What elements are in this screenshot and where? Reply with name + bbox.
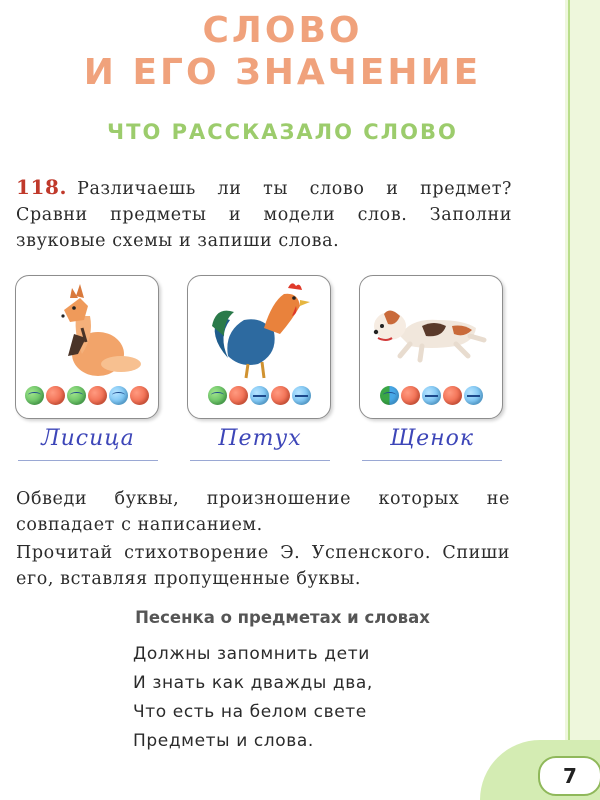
answer-line-puppy[interactable] [362, 424, 502, 461]
sound-dot-consonant[interactable] [109, 386, 128, 405]
poem-line: Предметы и слова. [133, 731, 314, 751]
answer-word-fox: Лисица [41, 426, 135, 451]
sound-dot-soft-consonant[interactable] [208, 386, 227, 405]
fox-illustration [16, 276, 158, 386]
poem-line: Должны запомнить дети [133, 644, 370, 664]
poem-line: Что есть на белом свете [133, 702, 367, 722]
sound-dot-vowel[interactable] [443, 386, 462, 405]
sound-scheme-fox [16, 386, 158, 406]
poem-body [133, 640, 373, 756]
page-margin-line [568, 0, 570, 800]
page-margin-strip [565, 0, 600, 800]
sound-dot-soft-consonant[interactable] [380, 386, 399, 405]
poem-title: Песенка о предметах и словах [135, 608, 430, 627]
sound-dot-soft-consonant[interactable] [67, 386, 86, 405]
rooster-illustration [188, 276, 330, 386]
exercise-instructions: Различаешь ли ты слово и предмет? Сравни предметы и модели слов. Заполни звуковые схемы и запиши слова. [16, 179, 512, 251]
answer-line-fox[interactable] [18, 424, 158, 461]
answer-word-puppy: Щенок [390, 426, 474, 451]
sound-dot-vowel[interactable] [88, 386, 107, 405]
instruction-paragraph-2: Прочитай стихотворение Э. Успенского. Спиши его, вставляя пропущенные буквы. [16, 543, 510, 589]
sound-dot-hard-consonant[interactable] [422, 386, 441, 405]
page-title-line1: СЛОВО [202, 10, 363, 51]
picture-card-fox [15, 275, 159, 419]
page-title-line2: И ЕГО ЗНАЧЕНИЕ [83, 52, 482, 93]
exercise-text-block [16, 174, 512, 254]
sound-scheme-rooster [188, 386, 330, 406]
picture-card-rooster [187, 275, 331, 419]
section-subtitle: ЧТО РАССКАЗАЛО СЛОВО [107, 120, 458, 144]
sound-dot-vowel[interactable] [229, 386, 248, 405]
sound-dot-vowel[interactable] [271, 386, 290, 405]
poem-line: И знать как дважды два, [133, 673, 373, 693]
answer-line-rooster[interactable] [190, 424, 330, 461]
sound-dot-vowel[interactable] [130, 386, 149, 405]
exercise-number: 118. [16, 175, 68, 199]
sound-dot-vowel[interactable] [401, 386, 420, 405]
instruction-paragraph-1: Обведи буквы, произношение которых не совпадает с написанием. [16, 489, 510, 535]
answer-word-rooster: Петух [218, 426, 302, 451]
sound-dot-soft-consonant[interactable] [25, 386, 44, 405]
sound-dot-hard-consonant[interactable] [464, 386, 483, 405]
page-number: 7 [538, 756, 600, 796]
sound-dot-vowel[interactable] [46, 386, 65, 405]
sound-dot-hard-consonant[interactable] [292, 386, 311, 405]
puppy-illustration [360, 276, 502, 386]
picture-card-puppy [359, 275, 503, 419]
sound-scheme-puppy [360, 386, 502, 406]
sound-dot-hard-consonant[interactable] [250, 386, 269, 405]
